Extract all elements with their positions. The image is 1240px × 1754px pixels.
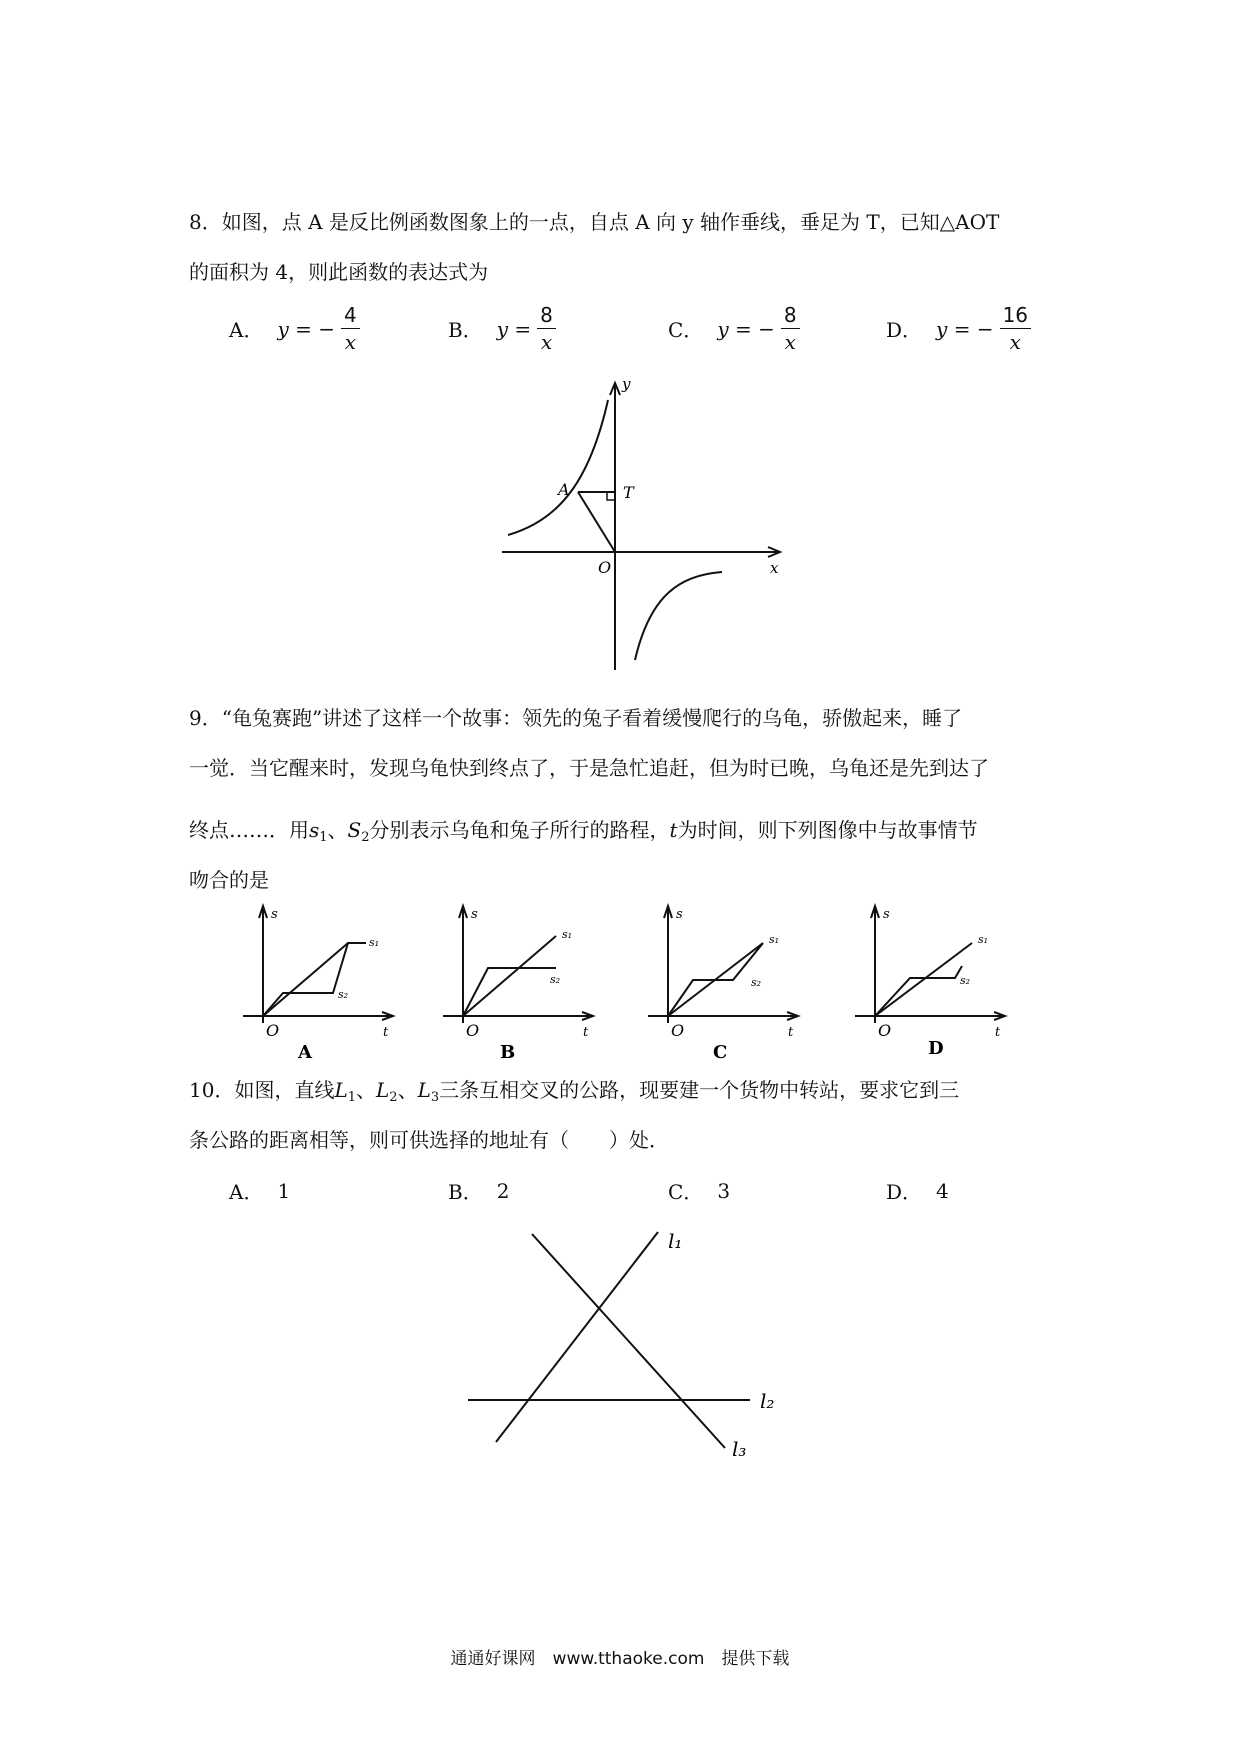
q10-option-b	[448, 1176, 509, 1205]
l2-label: l₂	[760, 1389, 775, 1413]
q9-text-line-3	[189, 816, 978, 852]
graph-caption: C	[713, 1042, 728, 1063]
fraction	[341, 302, 360, 355]
denominator: x	[1009, 330, 1021, 354]
s2-line	[875, 966, 962, 1016]
s1-line	[463, 936, 556, 1016]
q9-graph-c	[643, 898, 803, 1063]
option-label: D．	[886, 1180, 923, 1204]
denominator: x	[344, 330, 356, 354]
q8-option-a	[229, 302, 360, 355]
q10-text-line-2: 条公路的距离相等，则可供选择的地址有（ ）处．	[189, 1128, 669, 1152]
line-l3	[532, 1234, 725, 1448]
s2-label: s₂	[751, 976, 762, 989]
option-label: A．	[229, 1180, 264, 1204]
option-lhs: y = −	[717, 316, 775, 341]
var-l2: L	[376, 1078, 390, 1102]
s1-label: s₁	[562, 928, 573, 941]
fraction	[537, 302, 556, 355]
s2-line	[263, 943, 366, 1016]
q10-lines-figure	[460, 1220, 790, 1460]
option-label: B．	[448, 318, 483, 342]
option-label: C．	[668, 1180, 704, 1204]
option-label: D．	[886, 318, 923, 342]
separator: 、	[397, 1078, 418, 1102]
var-s1: s	[309, 818, 320, 842]
option-value: 3	[717, 1178, 731, 1203]
origin-label: O	[598, 558, 612, 577]
s-axis-label: s	[883, 907, 890, 922]
q8-hyperbola-figure	[490, 375, 790, 675]
text-segment: 10．如图，直线	[189, 1078, 335, 1102]
subscript: 2	[361, 830, 370, 845]
y-label: y	[622, 375, 631, 393]
s2-label: s₂	[338, 988, 349, 1001]
origin-label: O	[671, 1021, 685, 1040]
s1-label: s₁	[978, 933, 989, 946]
s2-label: s₂	[960, 974, 971, 987]
numerator: 8	[781, 302, 800, 329]
origin-label: O	[266, 1021, 280, 1040]
s1-label: s₁	[369, 936, 380, 949]
q9-text-line-1: 9．“龟兔赛跑”讲述了这样一个故事：领先的兔子看着缓慢爬行的乌龟，骄傲起来，睡了	[189, 706, 963, 730]
fraction	[1000, 302, 1031, 355]
q9-text-line-2: 一觉．当它醒来时，发现乌龟快到终点了，于是急忙追赶，但为时已晚，乌龟还是先到达了	[189, 756, 989, 780]
t-axis-label: t	[383, 1025, 389, 1040]
t-axis-label: t	[788, 1025, 794, 1040]
option-lhs: y = −	[277, 316, 335, 341]
q10-option-c	[668, 1176, 730, 1205]
separator: 、	[356, 1078, 377, 1102]
segment-ao	[578, 492, 615, 552]
q8-text-line-1: 8．如图，点 A 是反比例函数图象上的一点，自点 A 向 y 轴作垂线，垂足为 T，已知△AOT	[189, 210, 1000, 234]
s1-line	[263, 943, 348, 1016]
point-a-label: A	[558, 480, 570, 499]
q10-option-a	[229, 1176, 290, 1205]
option-label: A．	[229, 318, 264, 342]
q10-text-line-1	[189, 1076, 959, 1112]
denominator: x	[784, 330, 796, 354]
option-value: 4	[936, 1178, 949, 1203]
q8-option-b	[448, 302, 556, 355]
option-label: C．	[668, 318, 704, 342]
text-segment: 分别表示乌龟和兔子所行的路程，	[369, 818, 670, 842]
s2-label: s₂	[550, 973, 561, 986]
s-axis-label: s	[271, 907, 278, 922]
graph-caption: A	[298, 1042, 312, 1063]
line-l1	[496, 1232, 658, 1442]
s-axis-label: s	[471, 907, 478, 922]
s-axis-label: s	[676, 907, 683, 922]
q9-graph-b	[438, 898, 598, 1063]
var-l3: L	[417, 1078, 431, 1102]
text-segment: 为时间，则下列图像中与故事情节	[677, 818, 978, 842]
graph-caption: D	[928, 1038, 944, 1059]
option-value: 2	[496, 1178, 510, 1203]
text-segment: 三条互相交叉的公路，现要建一个货物中转站，要求它到三	[439, 1078, 960, 1102]
graph-caption: B	[500, 1042, 516, 1063]
q8-option-c	[668, 302, 800, 355]
s1-line	[875, 943, 972, 1016]
hyperbola-branch-right	[635, 572, 722, 660]
var-t: t	[669, 818, 678, 842]
subscript: 1	[319, 830, 328, 845]
t-axis-label: t	[995, 1025, 1001, 1040]
separator: 、	[327, 818, 348, 842]
option-label: B．	[448, 1180, 483, 1204]
q8-text-line-2: 的面积为 4，则此函数的表达式为	[189, 260, 489, 284]
origin-label: O	[878, 1021, 892, 1040]
q8-option-d	[886, 302, 1031, 355]
l1-label: l₁	[668, 1229, 683, 1253]
l3-label: l₃	[732, 1437, 747, 1460]
origin-label: O	[466, 1021, 480, 1040]
t-axis-label: t	[583, 1025, 589, 1040]
numerator: 16	[1000, 302, 1031, 329]
subscript: 2	[389, 1090, 398, 1105]
subscript: 1	[347, 1090, 357, 1105]
page-footer: 通通好课网 www.tthaoke.com 提供下载	[450, 1649, 790, 1669]
numerator: 4	[341, 302, 360, 329]
q9-graph-a	[238, 898, 398, 1063]
s1-label: s₁	[769, 933, 780, 946]
fraction	[781, 302, 800, 355]
point-t-label: T	[623, 483, 634, 502]
subscript: 3	[430, 1090, 440, 1105]
option-lhs: y = −	[936, 316, 994, 341]
right-angle-mark	[607, 492, 615, 500]
var-l1: L	[334, 1078, 348, 1102]
denominator: x	[540, 330, 553, 354]
q9-text-line-4: 吻合的是	[189, 868, 269, 892]
q10-option-d	[886, 1176, 949, 1205]
var-s2: S	[347, 818, 362, 842]
option-lhs: y =	[496, 316, 532, 341]
x-label: x	[770, 559, 779, 577]
text-segment: 终点……．用	[189, 818, 309, 842]
option-value: 1	[277, 1178, 291, 1203]
numerator: 8	[537, 302, 556, 329]
q9-graph-d	[850, 898, 1010, 1063]
